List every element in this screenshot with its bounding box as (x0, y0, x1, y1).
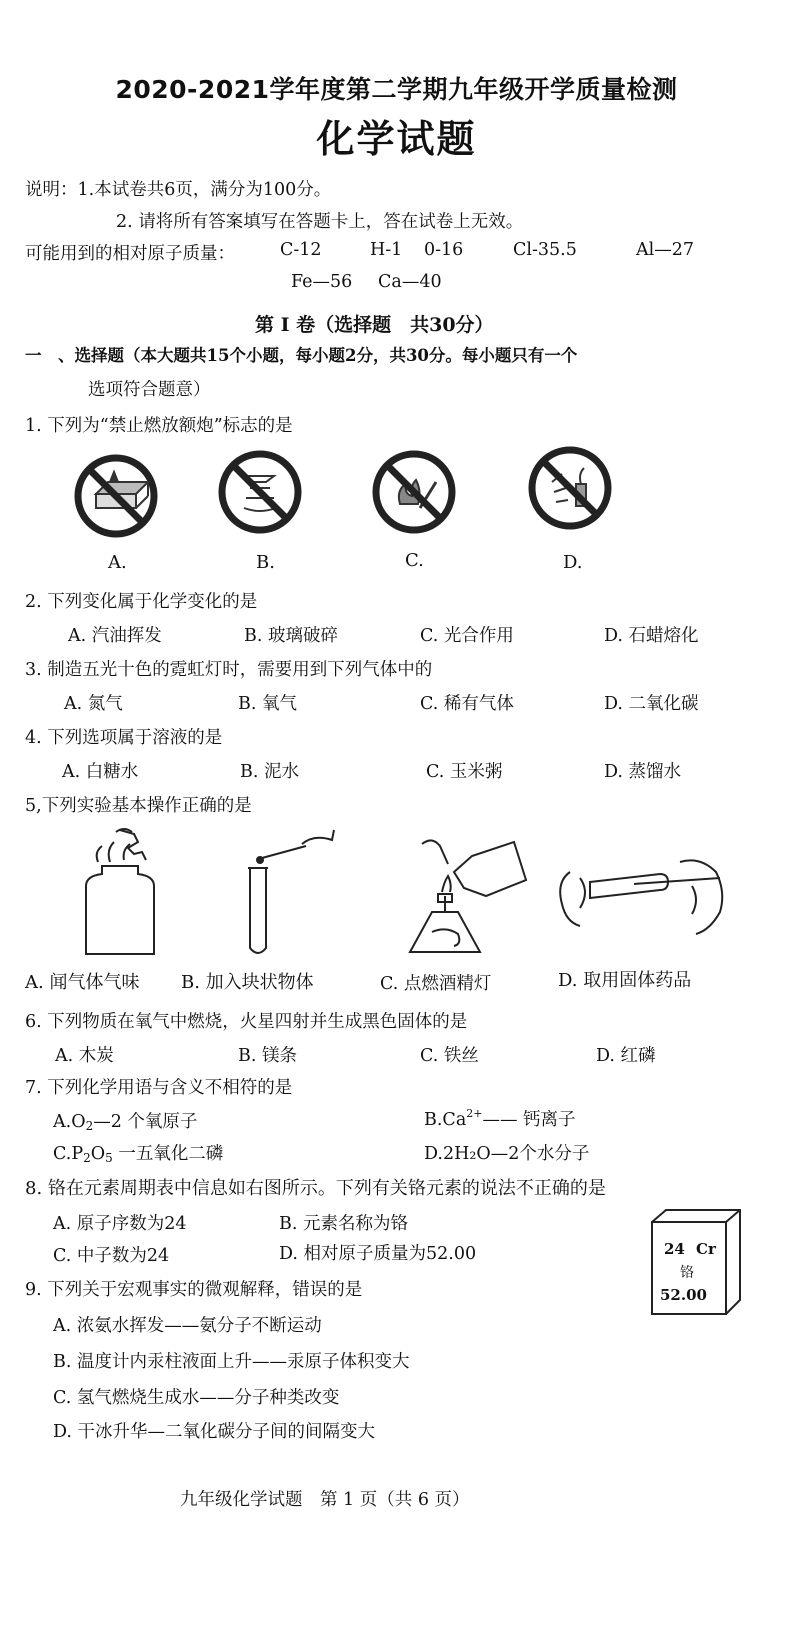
q7-option-a (53, 1108, 197, 1133)
q8-option-a: A. 原子序数为24 (53, 1214, 187, 1234)
question-7-stem: 7. 下列化学用语与含义不相符的是 (25, 1078, 293, 1098)
question-2-stem: 2. 下列变化属于化学变化的是 (25, 592, 258, 612)
instruction-line-1: 说明：1.本试卷共6页，满分为100分。 (25, 180, 332, 200)
element-name: 铬 (680, 1265, 694, 1281)
question-9-stem: 9. 下列关于宏观事实的微观解释，错误的是 (25, 1280, 363, 1300)
question-4-stem: 4. 下列选项属于溶液的是 (25, 728, 223, 748)
q3-option-a: A. 氮气 (64, 694, 123, 714)
q9-option-a: A. 浓氨水挥发——氨分子不断运动 (53, 1316, 322, 1336)
q8-option-c: C. 中子数为24 (53, 1246, 170, 1266)
q7-c-sub2: 5 (105, 1151, 113, 1165)
q9-option-d: D. 干冰升华—二氧化碳分子间的间隔变大 (53, 1422, 376, 1442)
q1-option-b: B. (256, 552, 275, 573)
q3-option-b: B. 氧气 (238, 694, 297, 714)
q6-option-a: A. 木炭 (55, 1046, 114, 1066)
q1-option-a: A. (108, 552, 127, 573)
q5-option-b: B. 加入块状物体 (181, 972, 314, 993)
exam-title: 2020-2021学年度第二学期九年级开学质量检测 (115, 75, 678, 104)
atomic-mass-label: 可能用到的相对原子质量： (25, 244, 235, 264)
page-footer: 九年级化学试题 第 1 页（共 6 页） (180, 1490, 470, 1510)
mass-h: H-1 (370, 240, 403, 260)
question-5-stem: 5,下列实验基本操作正确的是 (25, 796, 252, 816)
mass-ca: Ca—40 (378, 272, 442, 292)
q7-option-c (53, 1140, 223, 1165)
take-solid-reagent-illustration (550, 852, 730, 942)
q7-c-prefix: C.P (53, 1144, 84, 1164)
q7-option-d: D.2H₂O—2个水分子 (424, 1144, 590, 1164)
q8-option-d: D. 相对原子质量为52.00 (279, 1244, 477, 1264)
q7-a-prefix: A.O (53, 1112, 86, 1132)
q2-option-d: D. 石蜡熔化 (604, 626, 699, 646)
q6-option-b: B. 镁条 (238, 1046, 297, 1066)
q7-b-meaning: —— 钙离子 (482, 1110, 576, 1130)
q3-option-d: D. 二氧化碳 (604, 694, 699, 714)
question-8-stem: 8. 铬在元素周期表中信息如右图所示。下列有关铬元素的说法不正确的是 (25, 1178, 606, 1199)
q9-option-b: B. 温度计内汞柱液面上升——汞原子体积变大 (53, 1352, 410, 1372)
no-fireworks-sign-icon (526, 444, 614, 532)
q7-a-meaning: —2 个氧原子 (93, 1112, 198, 1132)
add-solid-illustration (244, 822, 340, 962)
q4-option-b: B. 泥水 (240, 762, 299, 782)
question-6-stem: 6. 下列物质在氧气中燃烧，火星四射并生成黑色固体的是 (25, 1012, 468, 1032)
exam-subject: 化学试题 (316, 117, 477, 161)
q4-option-c: C. 玉米粥 (426, 762, 503, 782)
q3-option-c: C. 稀有气体 (420, 694, 514, 714)
mass-cl: Cl-35.5 (513, 240, 577, 260)
q7-b-prefix: B.Ca (424, 1110, 467, 1130)
q5-option-d: D. 取用固体药品 (558, 970, 692, 991)
q5-option-c: C. 点燃酒精灯 (380, 974, 492, 994)
q4-option-a: A. 白糖水 (62, 762, 139, 782)
mass-fe: Fe—56 (291, 272, 353, 292)
q1-option-c: C. (405, 550, 424, 571)
no-fire-sign-icon (370, 448, 458, 536)
q5-option-a: A. 闻气体气味 (25, 972, 140, 993)
mass-o: 0-16 (424, 240, 464, 260)
no-firecracker-sign-icon (72, 452, 160, 540)
q6-option-c: C. 铁丝 (420, 1046, 479, 1066)
section-intro-1: 一 、选择题（本大题共15个小题，每小题2分，共30分。每小题只有一个 (25, 346, 578, 365)
q9-option-c: C. 氢气燃烧生成水——分子种类改变 (53, 1388, 340, 1408)
q7-a-subscript: 2 (85, 1119, 94, 1133)
mass-c: C-12 (280, 240, 322, 260)
element-symbol: Cr (696, 1240, 716, 1258)
question-3-stem: 3. 制造五光十色的霓虹灯时，需要用到下列气体中的 (25, 660, 433, 680)
light-alcohol-lamp-illustration (402, 836, 532, 962)
q7-c-sub1: 2 (83, 1151, 91, 1165)
q6-option-d: D. 红磷 (596, 1046, 656, 1066)
q4-option-d: D. 蒸馏水 (604, 762, 682, 782)
q2-option-c: C. 光合作用 (420, 626, 514, 646)
q2-option-a: A. 汽油挥发 (68, 626, 162, 646)
question-1-stem: 1. 下列为“禁止燃放额炮”标志的是 (25, 416, 293, 436)
q1-option-d: D. (563, 552, 583, 573)
q7-option-b (424, 1106, 576, 1131)
q7-b-superscript: 2+ (466, 1107, 483, 1120)
mass-al: Al—27 (636, 240, 695, 260)
q2-option-b: B. 玻璃破碎 (244, 626, 338, 646)
q7-c-meaning: 一五氧化二磷 (112, 1144, 224, 1164)
q8-option-b: B. 元素名称为铬 (279, 1214, 408, 1234)
element-number: 24 (664, 1240, 685, 1258)
section-intro-2: 选项符合题意） (88, 380, 211, 400)
instruction-line-2: 2. 请将所有答案填写在答题卡上，答在试卷上无效。 (116, 212, 524, 232)
smell-gas-illustration (76, 826, 166, 960)
element-mass: 52.00 (660, 1286, 707, 1304)
section-heading: 第 I 卷（选择题 共30分） (255, 314, 494, 336)
q7-c-o: O (90, 1144, 106, 1164)
no-smoking-sign-icon (216, 448, 304, 536)
